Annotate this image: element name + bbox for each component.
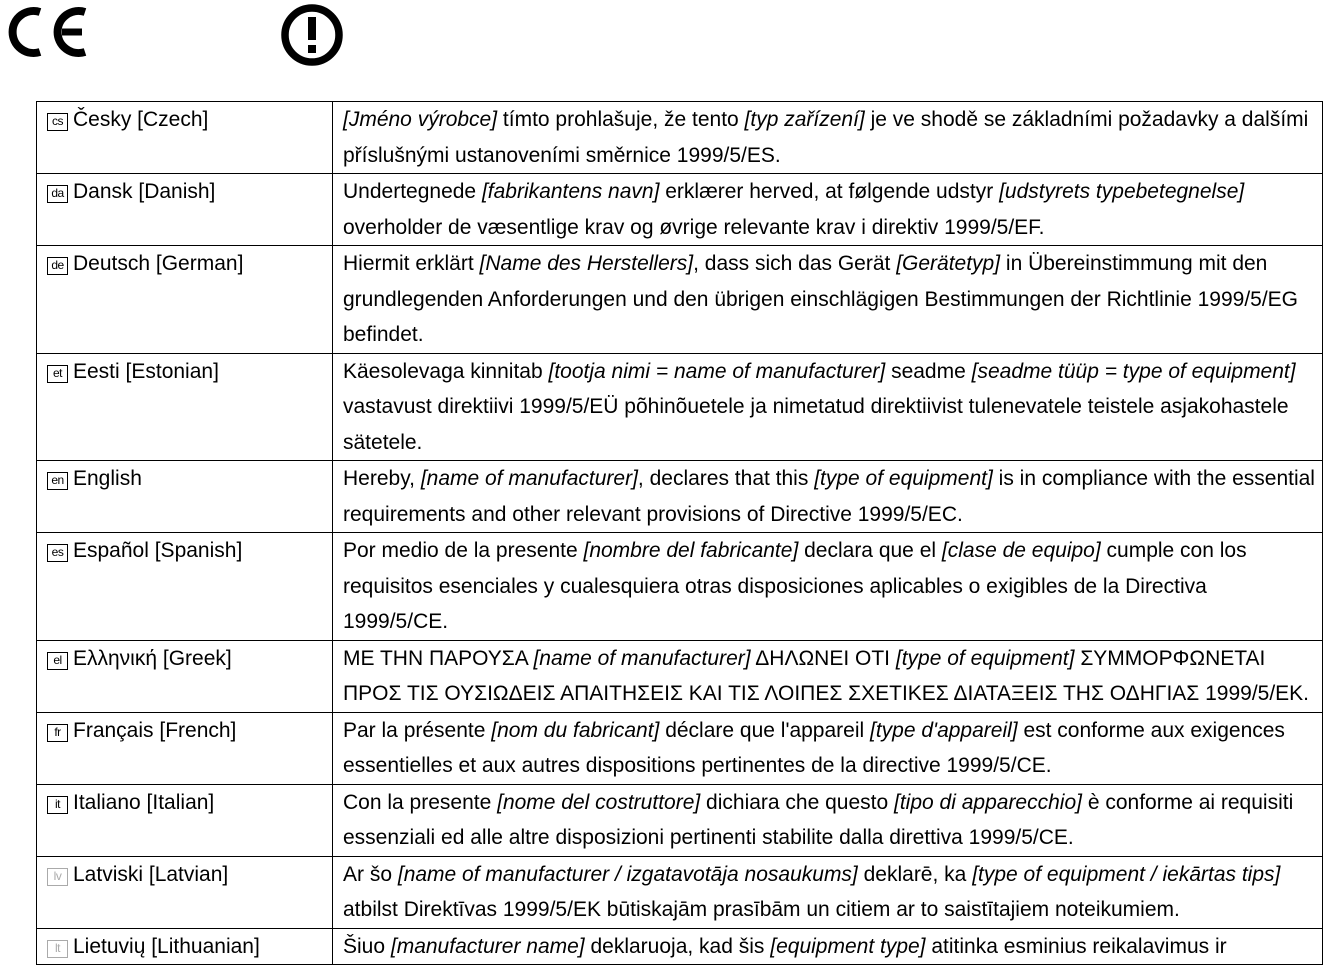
declaration-segment: Ar šo	[343, 862, 398, 886]
placeholder-text: [tipo di apparecchio]	[894, 790, 1082, 814]
declaration-text	[333, 353, 1323, 461]
language-name: Italiano [Italian]	[73, 790, 215, 814]
language-code-icon: lv	[47, 868, 68, 886]
placeholder-text: [udstyrets typebetegnelse]	[999, 180, 1245, 203]
ce-mark-icon	[4, 4, 88, 60]
declaration-segment: atbilst Direktīvas 1999/5/EK būtiskajām prasībām un citiem ar to saistītajiem noteikumiem.	[343, 898, 1180, 921]
placeholder-text: [Name des Herstellers]	[479, 252, 694, 275]
declaration-segment: Hiermit erklärt	[343, 252, 480, 275]
declaration-segment: dichiara che questo	[700, 790, 895, 814]
language-code-icon: fr	[47, 724, 68, 742]
declaration-segment: ΔΗΛΩΝΕΙ ΟΤΙ	[750, 646, 896, 670]
language-name: Lietuvių [Lithuanian]	[73, 934, 260, 958]
declaration-text	[333, 784, 1323, 856]
placeholder-text: [nombre del fabricante]	[583, 539, 799, 562]
placeholder-text: [seadme tüüp = type of equipment]	[971, 359, 1296, 383]
placeholder-text: [fabrikantens navn]	[481, 180, 660, 203]
language-code-icon: da	[47, 185, 68, 203]
declaration-segment: seadme	[885, 359, 972, 383]
table-row	[37, 712, 1323, 784]
placeholder-text: [name of manufacturer]	[533, 646, 751, 670]
declaration-segment: est conforme aux exigences essentielles et aux autres dispositions pertinentes de la directive 1999/5/CE.	[343, 718, 1285, 777]
language-cell	[37, 856, 333, 928]
language-cell	[37, 533, 333, 641]
compliance-marks	[0, 0, 1323, 80]
declaration-segment: overholder de væsentlige krav og øvrige relevante krav i direktiv 1999/5/EF.	[343, 215, 1045, 239]
placeholder-text: [type d'appareil]	[870, 718, 1018, 742]
declaration-of-conformity-table	[36, 101, 1323, 965]
language-name: Ελληνική [Greek]	[73, 646, 232, 670]
table-row	[37, 640, 1323, 712]
declaration-text	[333, 174, 1323, 246]
placeholder-text: [name of manufacturer]	[420, 467, 638, 490]
declaration-segment: déclare que l'appareil	[659, 718, 871, 742]
declaration-text	[333, 461, 1323, 533]
declaration-segment: , declares that this	[637, 467, 815, 490]
language-cell	[37, 784, 333, 856]
table-row	[37, 174, 1323, 246]
table-row	[37, 533, 1323, 641]
language-cell	[37, 353, 333, 461]
language-name: Deutsch [German]	[73, 252, 244, 275]
declaration-segment: Hereby,	[343, 467, 421, 490]
language-name: English	[73, 467, 142, 490]
placeholder-text: [Gerätetyp]	[896, 252, 1001, 275]
declaration-segment: atitinka esminius reikalavimus ir	[925, 934, 1227, 958]
language-cell	[37, 712, 333, 784]
language-cell	[37, 461, 333, 533]
placeholder-text: [nom du fabricant]	[491, 718, 660, 742]
language-name: Česky [Czech]	[73, 108, 209, 131]
placeholder-text: [nome del costruttore]	[497, 790, 701, 814]
language-cell	[37, 174, 333, 246]
placeholder-text: [manufacturer name]	[390, 934, 585, 958]
declaration-segment: vastavust direktiivi 1999/5/EÜ põhinõuetele ja nimetatud direktiivist tulenevatele teistele asjakohastele sätetele.	[343, 395, 1289, 454]
declaration-segment: Käesolevaga kinnitab	[343, 359, 549, 383]
declaration-segment: declara que el	[798, 539, 942, 562]
language-code-icon: en	[47, 472, 68, 490]
declaration-text	[333, 640, 1323, 712]
language-cell	[37, 246, 333, 354]
declaration-segment: Par la présente	[343, 718, 492, 742]
declaration-segment: is in compliance with the essential requirements and other relevant provisions of Directive 1999/5/EC.	[343, 467, 1315, 526]
declaration-segment: Šiuo	[343, 934, 391, 958]
language-name: Dansk [Danish]	[73, 180, 216, 203]
language-code-icon: es	[47, 544, 68, 562]
declaration-segment: deklaruoja, kad šis	[584, 934, 771, 958]
declaration-segment: Con la presente	[343, 790, 498, 814]
table-row	[37, 856, 1323, 928]
table-row	[37, 461, 1323, 533]
placeholder-text: [equipment type]	[770, 934, 926, 958]
placeholder-text: [type of equipment]	[814, 467, 993, 490]
declaration-segment: ΣΥΜΜΟΡΦΩΝΕΤΑΙ ΠΡΟΣ ΤΙΣ ΟΥΣΙΩΔΕΙΣ ΑΠΑΙΤΗΣΕΙΣ ΚΑΙ ΤΙΣ ΛΟΙΠΕΣ ΣΧΕΤΙΚΕΣ ΔΙΑΤΑΞΕΙΣ ΤΗΣ ΟΔΗΓΙΑΣ 1999/5/ΕΚ.	[343, 646, 1310, 705]
language-code-icon: it	[47, 796, 68, 814]
language-cell	[37, 102, 333, 174]
placeholder-text: [type of equipment / iekārtas tips]	[972, 862, 1281, 886]
declaration-segment: in Übereinstimmung mit den grundlegenden Anforderungen und den übrigen einschlägigen Bestimmungen der Richtlinie 1999/5/EG befindet.	[343, 252, 1299, 346]
table-row	[37, 784, 1323, 856]
declaration-segment: tímto prohlašuje, že tento	[497, 108, 745, 131]
placeholder-text: [clase de equipo]	[941, 539, 1101, 562]
table-row	[37, 102, 1323, 174]
placeholder-text: [name of manufacturer / izgatavotāja nosaukums]	[397, 862, 858, 886]
placeholder-text: [tootja nimi = name of manufacturer]	[548, 359, 886, 383]
placeholder-text: [typ zařízení]	[744, 108, 865, 131]
language-name: Español [Spanish]	[73, 539, 243, 562]
declaration-segment: erklærer herved, at følgende udstyr	[659, 180, 1000, 203]
declaration-text	[333, 533, 1323, 641]
table-row	[37, 928, 1323, 965]
declaration-segment: je ve shodě se základními požadavky a dalšími příslušnými ustanoveními směrnice 1999/5/ES.	[343, 108, 1309, 167]
declaration-segment: Undertegnede	[343, 180, 482, 203]
declaration-segment: ΜΕ ΤΗΝ ΠΑΡΟΥΣΑ	[343, 646, 534, 670]
declaration-text	[333, 928, 1323, 965]
language-cell	[37, 640, 333, 712]
declaration-text	[333, 856, 1323, 928]
declaration-segment: , dass sich das Gerät	[693, 252, 897, 275]
table-row	[37, 246, 1323, 354]
declaration-segment: è conforme ai requisiti essenziali ed alle altre disposizioni pertinenti stabilite dalla direttiva 1999/5/CE.	[343, 790, 1294, 849]
language-name: Français [French]	[73, 718, 237, 742]
declaration-segment: cumple con los requisitos esenciales y cualesquiera otras disposiciones aplicables o exigibles de la Directiva 1999/5/CE.	[343, 539, 1247, 633]
declaration-segment: Por medio de la presente	[343, 539, 584, 562]
language-code-icon: de	[47, 257, 68, 275]
language-code-icon: et	[47, 365, 68, 383]
language-cell	[37, 928, 333, 965]
language-code-icon: lt	[47, 940, 68, 958]
placeholder-text: [Jméno výrobce]	[343, 108, 498, 131]
exclamation-circle-icon	[276, 4, 348, 66]
language-name: Eesti [Estonian]	[73, 359, 219, 383]
declaration-text	[333, 712, 1323, 784]
language-code-icon: cs	[47, 113, 68, 131]
table-row	[37, 353, 1323, 461]
declaration-text	[333, 246, 1323, 354]
language-name: Latviski [Latvian]	[73, 862, 229, 886]
declaration-text	[333, 102, 1323, 174]
language-code-icon: el	[47, 652, 68, 670]
declaration-segment: deklarē, ka	[857, 862, 973, 886]
placeholder-text: [type of equipment]	[895, 646, 1075, 670]
